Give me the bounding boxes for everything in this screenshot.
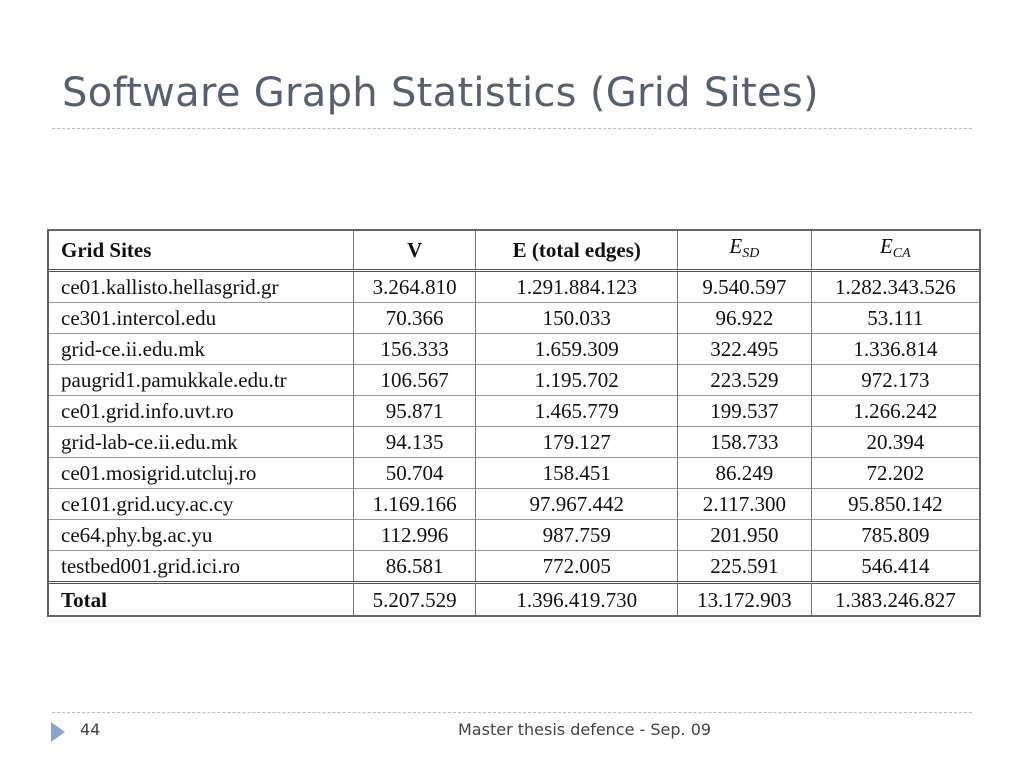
cell-edges: 1.291.884.123 — [476, 272, 678, 303]
cell-edges: 1.659.309 — [476, 334, 678, 365]
header-esd-base: E — [729, 234, 743, 258]
cell-esd: 9.540.597 — [678, 272, 811, 303]
total-cell-eca: 1.383.246.827 — [812, 581, 979, 615]
cell-vertices: 50.704 — [354, 458, 477, 489]
header-eca — [812, 231, 979, 272]
cell-esd: 199.537 — [678, 396, 811, 427]
slide-title: Software Graph Statistics (Grid Sites) — [62, 70, 819, 116]
cell-eca: 53.111 — [812, 303, 979, 334]
cell-edges: 179.127 — [476, 427, 678, 458]
cell-site: ce01.kallisto.hellasgrid.gr — [49, 272, 354, 303]
total-cell-vertices: 5.207.529 — [354, 581, 477, 615]
table-row — [49, 303, 979, 334]
cell-vertices: 94.135 — [354, 427, 477, 458]
table-row — [49, 489, 979, 520]
cell-esd: 96.922 — [678, 303, 811, 334]
cell-eca: 72.202 — [812, 458, 979, 489]
total-cell-edges: 1.396.419.730 — [476, 581, 678, 615]
cell-esd: 201.950 — [678, 520, 811, 551]
cell-edges: 987.759 — [476, 520, 678, 551]
cell-vertices: 3.264.810 — [354, 272, 477, 303]
cell-eca: 546.414 — [861, 554, 930, 578]
cell-eca: 95.850.142 — [812, 489, 979, 520]
page-number: 44 — [80, 720, 101, 739]
cell-site: ce101.grid.ucy.ac.cy — [49, 489, 354, 520]
cell-vertices: 156.333 — [354, 334, 477, 365]
total-cell-site: Total — [49, 581, 354, 615]
cell-vertices: 106.567 — [354, 365, 477, 396]
cell-site: ce64.phy.bg.ac.yu — [49, 520, 354, 551]
table-row — [49, 551, 979, 581]
cell-esd: 2.117.300 — [678, 489, 811, 520]
cell-eca: 1.266.242 — [812, 396, 979, 427]
cell-eca: 20.394 — [812, 427, 979, 458]
footer-text: Master thesis defence - Sep. 09 — [458, 720, 712, 739]
table-row — [49, 365, 979, 396]
cell-vertices: 70.366 — [354, 303, 477, 334]
footer-divider — [52, 712, 972, 713]
cell-edges: 1.195.702 — [476, 365, 678, 396]
cell-eca: 1.282.343.526 — [812, 272, 979, 303]
cell-site: ce01.mosigrid.utcluj.ro — [49, 458, 354, 489]
table-row — [49, 334, 979, 365]
cell-esd: 225.591 — [678, 551, 811, 581]
cell-edges: 97.967.442 — [476, 489, 678, 520]
cell-site: grid-ce.ii.edu.mk — [49, 334, 354, 365]
cell-edges: 150.033 — [476, 303, 678, 334]
header-grid-sites: Grid Sites — [49, 231, 354, 272]
cell-vertices: 86.581 — [354, 551, 477, 581]
triangle-bullet-icon — [51, 722, 65, 742]
table-row — [49, 272, 979, 303]
table-row — [49, 396, 979, 427]
cell-edges: 158.451 — [476, 458, 678, 489]
table-body — [49, 272, 979, 615]
cell-edges: 1.465.779 — [476, 396, 678, 427]
cell-esd: 223.529 — [678, 365, 811, 396]
table-row — [49, 458, 979, 489]
table-total-row — [49, 581, 979, 615]
cell-site: testbed001.grid.ici.ro — [49, 551, 354, 581]
cell-edges: 772.005 — [476, 551, 678, 581]
cell-site: paugrid1.pamukkale.edu.tr — [49, 365, 354, 396]
title-divider — [52, 128, 972, 129]
cell-site: ce01.grid.info.uvt.ro — [49, 396, 354, 427]
statistics-table-container — [47, 229, 981, 617]
cell-vertices: 112.996 — [354, 520, 477, 551]
cell-site: grid-lab-ce.ii.edu.mk — [49, 427, 354, 458]
cell-vertices: 1.169.166 — [354, 489, 477, 520]
header-vertices: V — [354, 231, 477, 272]
cell-eca: 1.336.814 — [812, 334, 979, 365]
cell-site: ce301.intercol.edu — [49, 303, 354, 334]
header-eca-base: E — [879, 234, 893, 258]
cell-esd: 322.495 — [678, 334, 811, 365]
cell-eca: 972.173 — [812, 365, 979, 396]
total-cell-esd: 13.172.903 — [678, 581, 811, 615]
table-row — [49, 520, 979, 551]
cell-eca: 785.809 — [812, 520, 979, 551]
header-esd — [678, 231, 811, 272]
cell-esd: 86.249 — [678, 458, 811, 489]
cell-vertices: 95.871 — [354, 396, 477, 427]
table-header-row — [49, 231, 979, 272]
header-esd-sub: SD — [742, 246, 760, 261]
statistics-table — [47, 229, 981, 617]
header-total-edges: E (total edges) — [476, 231, 678, 272]
cell-esd: 158.733 — [678, 427, 811, 458]
table-row — [49, 427, 979, 458]
header-eca-sub: CA — [892, 246, 911, 261]
